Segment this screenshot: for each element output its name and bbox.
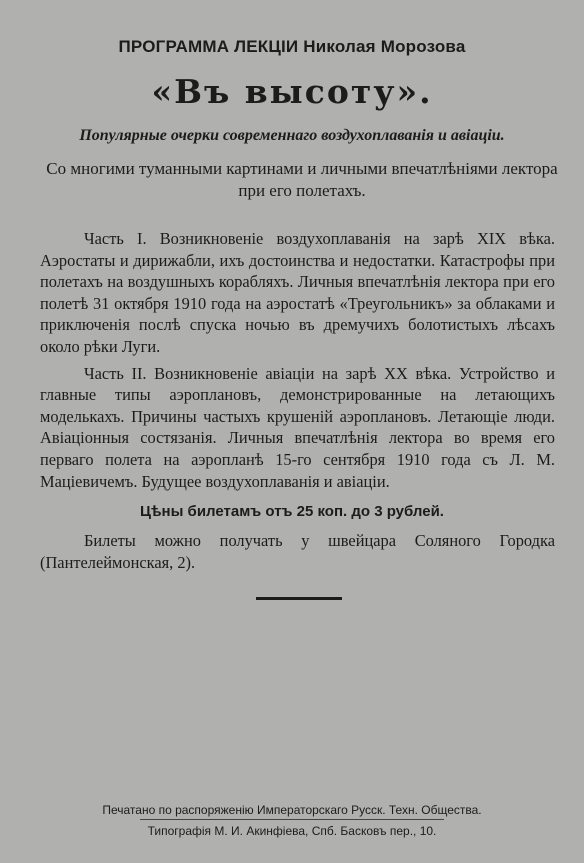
divider-rule: [256, 597, 342, 600]
program-heading: ПРОГРАММА ЛЕКЦIИ Николая Морозова: [118, 37, 466, 56]
footer-rule: [140, 819, 444, 820]
ticket-info: [40, 530, 555, 574]
ticket-info-paragraph: Билеты можно получать у швейцара Соляного Городка (Пантелеймонская, 2).: [40, 531, 555, 572]
ticket-prices: Цѣны билетамъ отъ 25 коп. до 3 рублей.: [140, 503, 444, 520]
part-one-paragraph: Часть I. Возникновеніе воздухоплаванія на зарѣ XIX вѣка. Аэростаты и дирижабли, ихъ достоинства и недостатки. Катастрофы при полетахъ на воздушныхъ корабляхъ. Личныя впечатлѣнія лектора при его полетѣ 31 октября 1910 года на аэростатѣ «Треугольникъ» за облаками и приключенія послѣ спуска ночью въ дремучихъ болотистыхъ лѣсахъ около рѣки Луги.: [40, 229, 555, 356]
lecture-description: Со многими туманными картинами и личными впечатлѣніями лектора при его полетахъ.: [46, 159, 558, 200]
lecture-body: [40, 228, 555, 497]
part-two-paragraph: Часть II. Возникновеніе авіаціи на зарѣ XX вѣка. Устройство и главные типы аэроплановъ, демонстрированные на летающихъ моделькахъ. Причины частыхъ крушеній аэроплановъ. Летающіе люди. Авіаціонныя состязанія. Личныя впечатлѣнія лектора во время его перваго полета на аэропланѣ 15-го сентября 1910 года съ Л. М. Мацiевичемъ. Будущее воздухоплаванія и авіаціи.: [40, 363, 555, 491]
lecture-subtitle: Популярные очерки современнаго воздухоплаванія и авіаціи.: [79, 127, 505, 144]
printed-by-note: Печатано по распоряженію Императорскаго Русск. Техн. Общества.: [102, 803, 482, 817]
lecture-title: «Въ высоту».: [151, 72, 433, 111]
typography-note: Типографія М. И. Акинфіева, Спб. Басковъ пер., 10.: [147, 824, 437, 838]
